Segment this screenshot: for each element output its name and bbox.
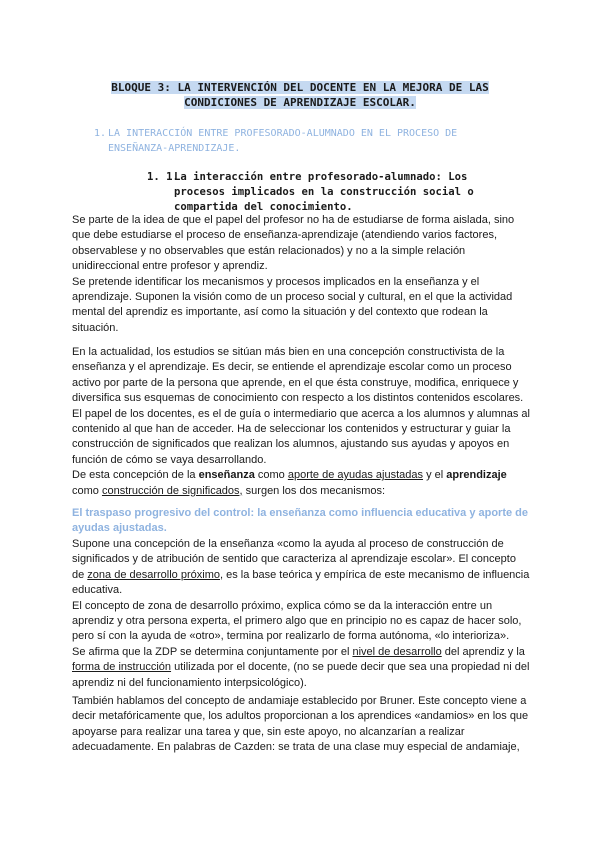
body-block-1 [72,213,530,336]
p4-text: surgen los dos mecanismos: [242,484,386,497]
paragraph-4 [72,468,530,499]
p5-text: Supone una concepción de la enseñanza «como la ayuda al proceso de construcción de significados y de atribución de sentido que caracteriza al aprendizaje escolar». El concepto de [72,538,516,581]
p4-text: como [72,484,102,497]
paragraph-1: Se parte de la idea de que el papel del profesor no ha de estudiarse de forma aislada, sino que debe estudiarse el proceso de enseñanza-aprendizaje (atendiendo varios factores, observablese y no observables que están relacionados) y no a la simple relación unidireccional entre profesor y aprendiz. [72,214,515,273]
section-text: La interacción entre profesorado-alumnado: Los procesos implicados en la construcción social o compartida del conocimiento. [174,171,474,213]
keyword-zdp: zona de desarrollo próximo [87,568,220,581]
page-title [86,80,514,110]
p7-text: del aprendiz y la [441,645,525,658]
paragraph-6: El concepto de zona de desarrollo próximo, explica cómo se da la interacción entre un aprendiz y otra persona experta, el primero algo que en principio no es capaz de hacer solo, pero sí con la ayuda de «otro», termina por realizarlo de forma autónoma, «lo interioriza». [72,599,522,643]
body-block-2 [72,345,530,499]
p7-text: utilizada por el docente, (no se puede decir que sea una propiedad ni del aprendiz ni del funcionamiento interpsicológico). [72,661,530,689]
keyword-ayudas-ajustadas: aporte de ayudas ajustadas [287,469,424,482]
paragraph-8: También hablamos del concepto de andamiaje establecido por Bruner. Este concepto viene a decir metafóricamente que, los adultos proporcionan a los aprendices «andamios» en los que apoyarse para realizar una tarea y que, sin este apoyo, no alcanzarían a realizar adecuadamente. En palabras de Cazden: se trata de una clase muy especial de andamiaje, [72,695,529,754]
title-line-2: CONDICIONES DE APRENDIZAJE ESCOLAR. [184,96,416,109]
paragraph-2: Se pretende identificar los mecanismos y procesos implicados en la enseñanza y el aprendizaje. Suponen la visión como de un proceso social y cultural, en el que la actividad mental del aprendiz es importante, así como la situación y del contexto que rodean la situación. [72,275,513,334]
paragraph-3: En la actualidad, los estudios se sitúan más bien en una concepción constructivista de la enseñanza y el aprendizaje. Es decir, se entiende el aprendizaje escolar como un proceso activo por parte de la persona que aprende, en el que ésta construye, modifica, enriquece y diversifica sus esquemas de conocimiento con respecto a los distintos contenidos escolares. El papel de los docentes, es el de guía o intermediario que acerca a los alumnos y alumnas al contenido al que han de acceder. Ha de seleccionar los contenidos y estructurar y guiar la construcción de significados que realizan los alumnos, ajustando sus ayudas y apoyos en función de cómo se vaya desarrollando. [72,346,530,466]
subheading-text: LA INTERACCIÓN ENTRE PROFESORADO-ALUMNADO EN EL PROCESO DE ENSEÑANZA-APRENDIZAJE. [108,128,458,154]
p4-text: como [254,469,288,482]
p4-text: De esta concepción de la [72,469,199,482]
keyword-forma-instruccion: forma de instrucción [72,661,172,674]
p5-text: , es la base teórica y empírica de este mecanismo de influencia educativa. [72,568,530,597]
keyword-ensenanza: enseñanza [198,469,255,482]
subsection-heading: El traspaso progresivo del control: la enseñanza como influencia educativa y aporte de ayudas ajustadas. [72,507,529,535]
p7-text: Se afirma que la ZDP se determina conjuntamente por el [72,645,353,658]
section-number: 1. 1. [147,171,179,183]
section-heading [147,170,517,215]
body-block-4 [72,694,530,756]
body-block-3 [72,537,530,691]
keyword-aprendizaje: aprendizaje [446,469,507,482]
paragraph-5 [72,537,530,599]
paragraph-7 [72,645,530,691]
p4-text: y el [423,469,447,482]
keyword-nivel-desarrollo: nivel de desarrollo [352,645,442,658]
subheading-number: 1. [94,128,107,139]
title-line-1: BLOQUE 3: LA INTERVENCIÓN DEL DOCENTE EN LA MEJORA DE LAS [111,81,489,94]
subheading [94,126,514,156]
keyword-construccion: construcción de significados, [101,484,243,497]
